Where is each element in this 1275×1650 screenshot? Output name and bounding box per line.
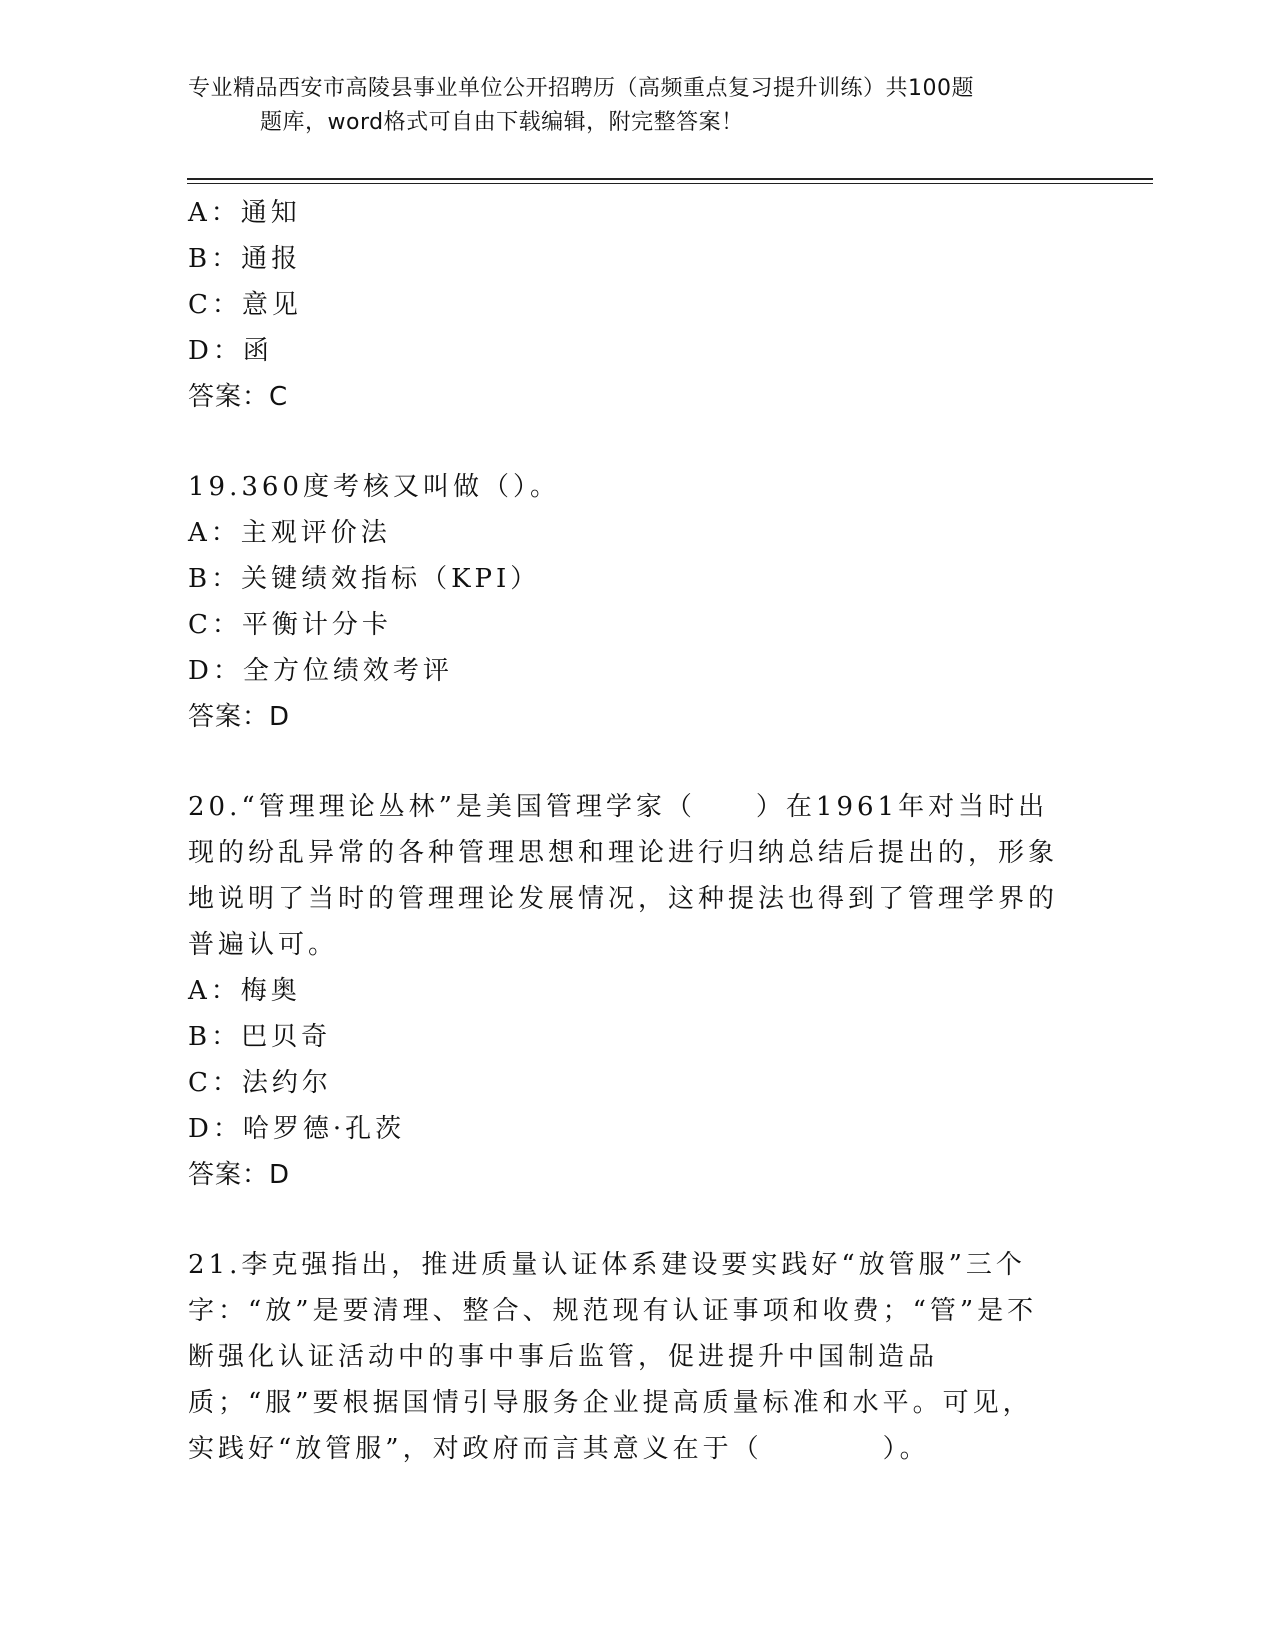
question-spacer: [188, 1198, 1058, 1242]
question-spacer: [188, 740, 1058, 784]
option-d: D：全方位绩效考评: [188, 656, 453, 686]
option-b: B：关键绩效指标（KPI）: [188, 564, 541, 594]
question-stem: 19.360度考核又叫做（）。: [188, 472, 560, 502]
question-list: [188, 190, 1058, 1472]
option-c: C：法约尔: [188, 1068, 332, 1098]
header-title-line-2: 题库，word格式可自由下载编辑，附完整答案！: [260, 110, 744, 135]
option-a: A：通知: [188, 198, 301, 228]
question-19: [188, 464, 1058, 740]
question-stem: 21.李克强指出，推进质量认证体系建设要实践好“放管服”三个字：“放”是要清理、整合、规范现有认证事项和收费；“管”是不断强化认证活动中的事中事后监管，促进提升中国制造品质；“服”要根据国情引导服务企业提高质量标准和水平。可见，实践好“放管服”，对政府而言其意义在于（ ）。: [188, 1250, 1038, 1464]
header-divider-thin: [187, 183, 1153, 184]
option-b: B：通报: [188, 244, 302, 274]
header-title-line-1: 专业精品西安市高陵县事业单位公开招聘历（高频重点复习提升训练）共100题: [188, 76, 974, 101]
option-d: D：函: [188, 336, 273, 366]
answer: 答案：C: [188, 382, 289, 412]
question-stem: 20.“管理理论丛林”是美国管理学家（ ）在1961年对当时出现的纷乱异常的各种管理思想和理论进行归纳总结后提出的，形象地说明了当时的管理理论发展情况，这种提法也得到了管理学界的普遍认可。: [188, 792, 1059, 960]
question-spacer: [188, 420, 1058, 464]
question-21: [188, 1242, 1058, 1472]
document-header: [188, 72, 1068, 140]
answer: 答案：D: [188, 1160, 291, 1190]
option-c: C：意见: [188, 290, 302, 320]
header-divider-thick: [187, 178, 1153, 180]
option-b: B：巴贝奇: [188, 1022, 332, 1052]
option-a: A：梅奥: [188, 976, 301, 1006]
option-c: C：平衡计分卡: [188, 610, 392, 640]
question-20: [188, 784, 1058, 1198]
option-d: D：哈罗德·孔茨: [188, 1114, 406, 1144]
question-18: [188, 190, 1058, 420]
answer: 答案：D: [188, 702, 291, 732]
option-a: A：主观评价法: [188, 518, 391, 548]
